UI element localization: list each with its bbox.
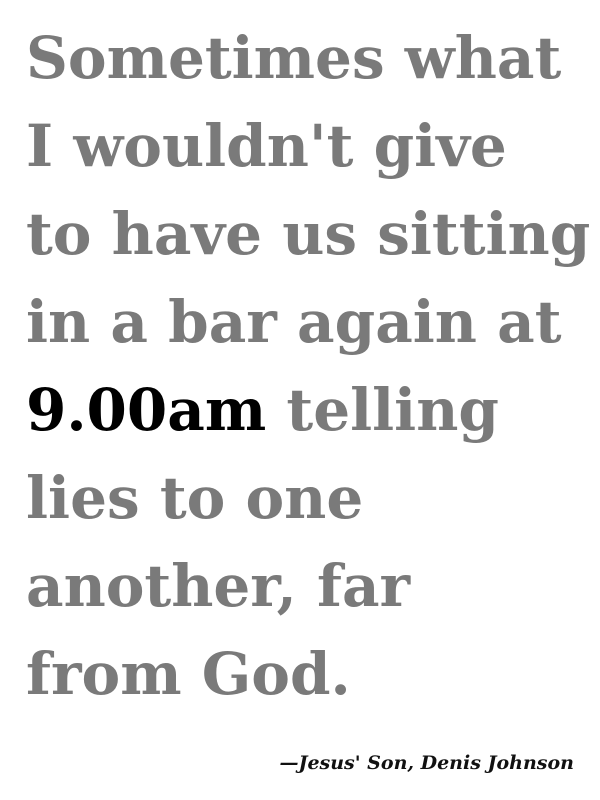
quote-line: I wouldn't give — [26, 112, 507, 180]
quote-line-rest: telling — [266, 376, 499, 444]
quote-line: Sometimes what — [26, 24, 562, 92]
quote-text — [26, 0, 591, 718]
quote-line — [26, 366, 586, 454]
quote-line: to have us sitting — [26, 200, 591, 268]
quote-line: in a bar again at — [26, 288, 562, 356]
quote-line: from God. — [26, 640, 351, 708]
quote-line: lies to one — [26, 464, 364, 532]
quote-line: another, far — [26, 552, 411, 620]
highlighted-time: 9.00am — [26, 376, 267, 444]
attribution: —Jesus' Son, Denis Johnson — [279, 752, 574, 774]
